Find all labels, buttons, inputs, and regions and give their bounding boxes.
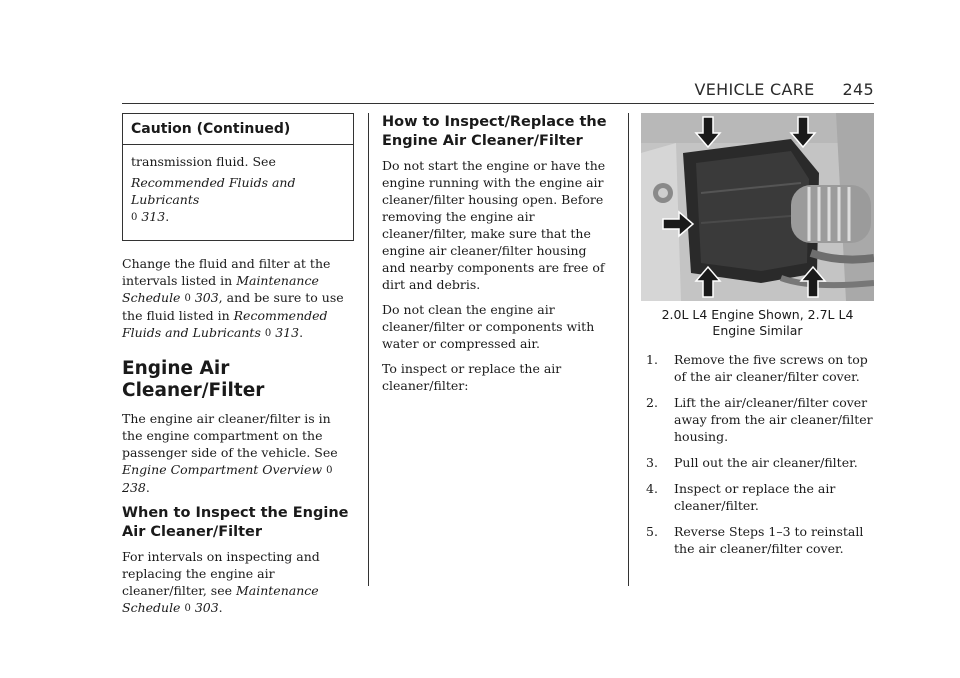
list-item: 2. Lift the air/cleaner/filter cover away from the air cleaner/filter housing. [646, 395, 873, 444]
xref-symbol: 0 [264, 328, 272, 339]
xref-symbol: 0 [184, 293, 191, 304]
maintenance-schedule-page[interactable]: 303 [194, 290, 219, 305]
engine-photo-illustration [641, 113, 874, 301]
heading-when-to-inspect: When to Inspect the Engine Air Cleaner/Filter [122, 505, 349, 540]
paragraph-intervals: For intervals on inspecting and replacing the engine air cleaner/filter, see Maintenance Schedule 0 303. [122, 549, 320, 615]
xref-symbol: 0 [326, 465, 333, 476]
list-item: 1. Remove the five screws on top of the air cleaner/filter cover. [646, 352, 868, 384]
column-3 [641, 113, 874, 566]
list-item: 4. Inspect or replace the air cleaner/filter. [646, 481, 836, 513]
column-divider-2 [628, 113, 629, 586]
recommended-fluids-link[interactable]: Recommended Fluids and Lubricants [122, 308, 328, 340]
page-header [122, 80, 874, 104]
heading-engine-air-cleaner: Engine Air Cleaner/Filter [122, 358, 265, 401]
caution-ref-page[interactable]: 313 [141, 209, 166, 224]
column-divider-1 [368, 113, 369, 586]
header-rule [122, 103, 874, 104]
caution-title: Caution (Continued) [123, 114, 353, 145]
recommended-fluids-page[interactable]: 313 [275, 325, 300, 340]
paragraph-fluid-change: Change the fluid and filter at the intervals listed in Maintenance Schedule 0 303, and be sure to use the fluid listed in Recommended Fluids and Lubricants 0 313. [122, 256, 344, 340]
caution-text: transmission fluid. See [131, 154, 276, 169]
steps-list [641, 351, 874, 557]
maintenance-schedule-link[interactable]: Maintenance Schedule [122, 273, 319, 305]
caution-body [123, 145, 353, 240]
paragraph-location: The engine air cleaner/filter is in the engine compartment on the passenger side of the vehicle. See Engine Compartment Overview 0 238. [122, 411, 338, 495]
xref-symbol: 0 [184, 603, 191, 614]
figure-caption: 2.0L L4 Engine Shown, 2.7L L4 Engine Similar [661, 307, 854, 338]
header-text [695, 80, 874, 99]
list-item: 3. Pull out the air cleaner/filter. [646, 455, 858, 470]
engine-air-cleaner-photo [641, 113, 874, 301]
maintenance-schedule-page-2[interactable]: 303 [194, 600, 219, 615]
paragraph-no-water: Do not clean the engine air cleaner/filter or components with water or compressed air. [382, 302, 595, 351]
caution-box [122, 113, 354, 241]
paragraph-to-inspect: To inspect or replace the air cleaner/filter: [382, 361, 562, 393]
column-1 [122, 113, 354, 625]
heading-how-to-inspect: How to Inspect/Replace the Engine Air Cleaner/Filter [382, 114, 607, 149]
caution-ref-link[interactable]: Recommended Fluids and Lubricants [131, 175, 296, 207]
list-item: 5. Reverse Steps 1–3 to reinstall the air cleaner/filter cover. [646, 524, 864, 556]
maintenance-schedule-link-2[interactable]: Maintenance Schedule [122, 583, 319, 615]
engine-compartment-link[interactable]: Engine Compartment Overview [122, 462, 323, 477]
xref-symbol: 0 [131, 212, 138, 223]
engine-compartment-page[interactable]: 238 [122, 480, 146, 495]
column-2 [382, 113, 614, 402]
paragraph-warning-start: Do not start the engine or have the engine running with the engine air cleaner/filter housing open. Before removing the engine air cleaner/filter, make sure that the engine air cleaner/filter housing and nearby components are free of dirt and debris. [382, 158, 606, 292]
page-number: 245 [842, 80, 874, 99]
section-title: VEHICLE CARE [694, 80, 815, 99]
caution-reference: Recommended Fluids and Lubricants 0 313. [131, 175, 296, 224]
